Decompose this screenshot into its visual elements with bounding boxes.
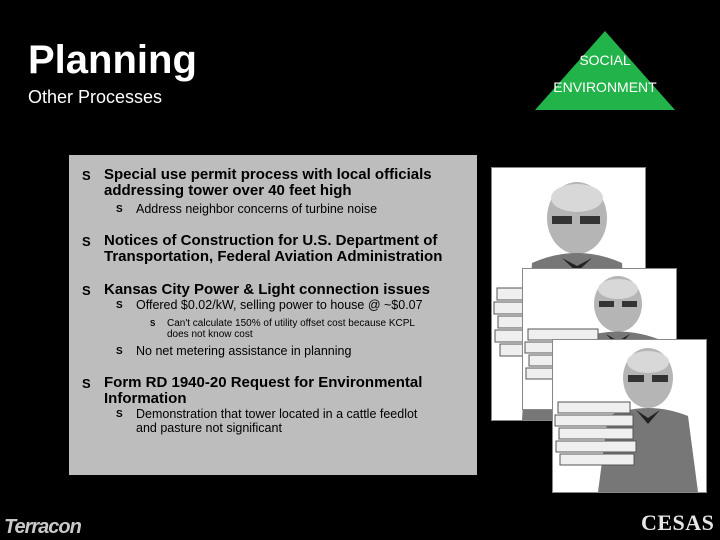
bullet-text: Special use permit process with local officials addressing tower over 40 feet high (104, 166, 432, 199)
bullet-text: Demonstration that tower located in a cattle feedlot and pasture not significant (136, 407, 418, 435)
bullet-icon: S (116, 300, 123, 311)
bullet-text: Offered $0.02/kW, selling power to house @ ~$0.07 (136, 298, 423, 312)
bullet-icon: S (150, 319, 156, 328)
triangle-label-social: SOCIAL (579, 52, 631, 68)
bullet-icon: S (82, 234, 91, 249)
bullet-icon: S (116, 346, 123, 357)
bullet-icon: S (116, 204, 123, 215)
bullet-text: Can't calculate 150% of utility offset cost because KCPL does not know cost (167, 318, 415, 340)
man-with-papers-photo (552, 339, 707, 493)
bullet-icon: S (82, 376, 91, 391)
bullet-text: Kansas City Power & Light connection issues (104, 281, 430, 298)
bullet-text: Form RD 1940-20 Request for Environmental Information (104, 374, 423, 407)
triangle-label-environment: ENVIRONMENT (553, 79, 657, 95)
bullet-text: Notices of Construction for U.S. Department of Transportation, Federal Aviation Administration (104, 232, 443, 265)
slide-subtitle: Other Processes (28, 87, 163, 107)
cesas-logo: CESAS (641, 510, 715, 535)
bullet-text: No net metering assistance in planning (136, 344, 352, 358)
bullet-icon: S (82, 168, 91, 183)
terracon-logo: Terracon (4, 516, 81, 538)
bullet-icon: S (116, 409, 123, 420)
bullet-icon: S (82, 283, 91, 298)
slide-title: Planning (28, 38, 197, 82)
triangle-icon (535, 31, 675, 110)
bullet-text: Address neighbor concerns of turbine noise (136, 202, 378, 216)
